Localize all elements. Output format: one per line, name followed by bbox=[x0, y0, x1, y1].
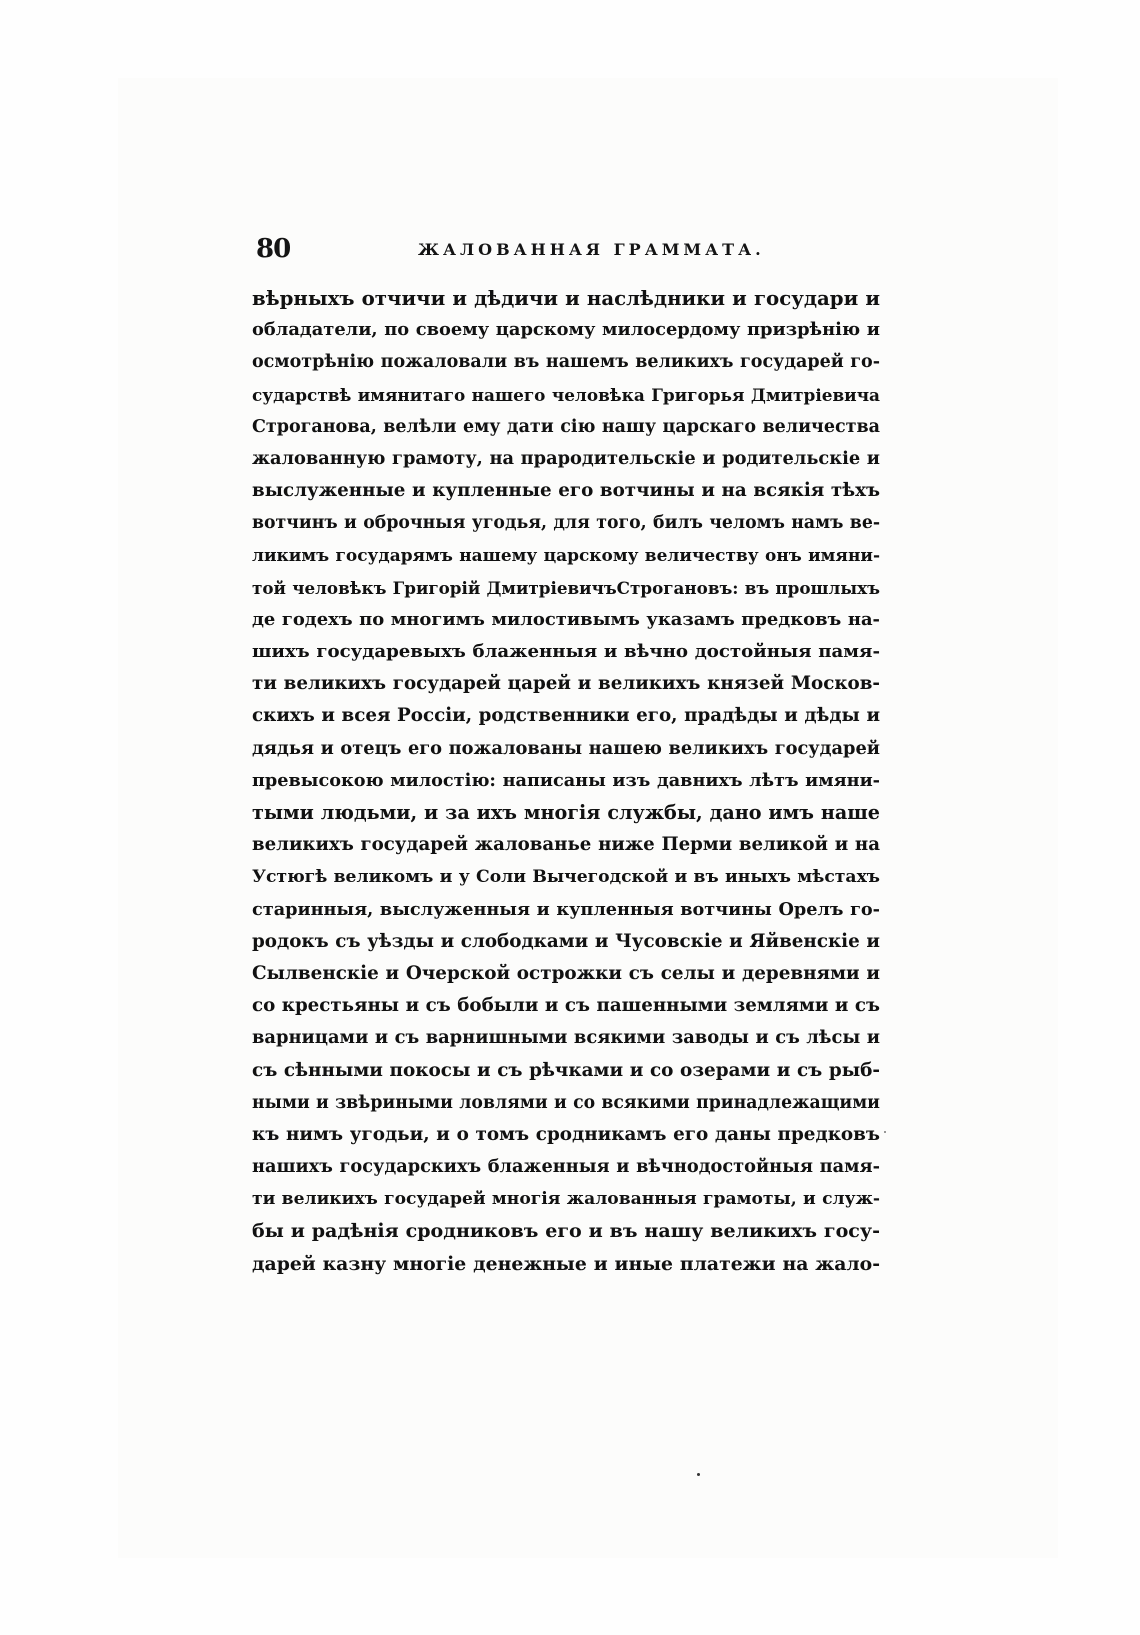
text-line: ликимъ государямъ нашему царскому величеству онъ имяни- bbox=[252, 545, 880, 566]
text-line: старинныя, выслуженныя и купленныя вотчины Орелъ го- bbox=[252, 898, 880, 920]
running-title: ЖАЛОВАННАЯ ГРАММАТА. bbox=[418, 240, 765, 259]
text-line: дарей казну многіе денежные и иные платежи на жало- bbox=[252, 1252, 880, 1275]
text-line: бы и радѣнія сродниковъ его и въ нашу великихъ госу- bbox=[252, 1220, 880, 1243]
text-line: скихъ и всея Россіи, родственники его, прадѣды и дѣды и bbox=[252, 705, 880, 727]
text-line: тыми людьми, и за ихъ многія службы, дано имъ наше bbox=[252, 801, 880, 824]
text-line: сударствѣ имянитаго нашего человѣка Григорья Дмитріевича bbox=[252, 384, 880, 405]
text-line: ти великихъ государей многія жалованныя грамоты, и служ- bbox=[252, 1189, 880, 1210]
text-line: вотчинъ и оброчныя угодья, для того, билъ челомъ намъ ве- bbox=[252, 513, 880, 534]
ink-speck bbox=[884, 1131, 886, 1133]
text-line: съ сѣнными покосы и съ рѣчками и со озерами и съ рыб- bbox=[252, 1059, 880, 1081]
text-line: дядья и отецъ его пожалованы нашею великихъ государей bbox=[252, 737, 880, 759]
text-line: варницами и съ варнишными всякими заводы и съ лѣсы и bbox=[252, 1027, 880, 1049]
page-number: 80 bbox=[256, 234, 291, 264]
text-line: выслуженные и купленные его вотчины и на всякія тѣхъ bbox=[252, 480, 880, 502]
text-line: осмотрѣнію пожаловали въ нашемъ великихъ государей го- bbox=[252, 352, 880, 373]
body-text bbox=[252, 282, 880, 1280]
text-line: Строганова, велѣли ему дати сію нашу царскаго величества bbox=[252, 416, 880, 437]
text-line: той человѣкъ Григорій ДмитріевичъСтрогановъ: въ прошлыхъ bbox=[252, 577, 880, 598]
text-line: родокъ съ уѣзды и слободками и Чусовскіе и Яйвенскіе и bbox=[252, 930, 880, 952]
text-line: обладатели, по своему царскому милосердому призрѣнію и bbox=[252, 319, 880, 341]
text-line: ти великихъ государей царей и великихъ князей Москов- bbox=[252, 673, 880, 695]
text-line: со крестьяны и съ бобыли и съ пашенными землями и съ bbox=[252, 995, 880, 1017]
text-line: жалованную грамоту, на прародительскіе и родительскіе и bbox=[252, 447, 880, 469]
text-line: великихъ государей жалованье ниже Перми великой и на bbox=[252, 834, 880, 856]
text-line: вѣрныхъ отчичи и дѣдичи и наслѣдники и государи и bbox=[252, 286, 880, 310]
text-line: къ нимъ угодьи, и о томъ сродникамъ его даны предковъ bbox=[252, 1123, 880, 1145]
text-line: ными и звѣриными ловлями и со всякими принадлежащими bbox=[252, 1092, 880, 1113]
text-line: шихъ государевыхъ блаженныя и вѣчно достойныя памя- bbox=[252, 641, 880, 663]
text-line: Устюгѣ великомъ и у Соли Вычегодской и въ иныхъ мѣстахъ bbox=[252, 867, 880, 888]
text-line: де годехъ по многимъ милостивымъ указамъ предковъ на- bbox=[252, 608, 880, 630]
page-header bbox=[256, 234, 876, 268]
text-line: Сылвенскіе и Очерской острожки съ селы и деревнями и bbox=[252, 962, 880, 984]
ink-speck bbox=[697, 1473, 700, 1476]
text-line: превысокою милостію: написаны изъ давнихъ лѣтъ имяни- bbox=[252, 769, 880, 791]
text-line: нашихъ государскихъ блаженныя и вѣчнодостойныя памя- bbox=[252, 1156, 880, 1178]
